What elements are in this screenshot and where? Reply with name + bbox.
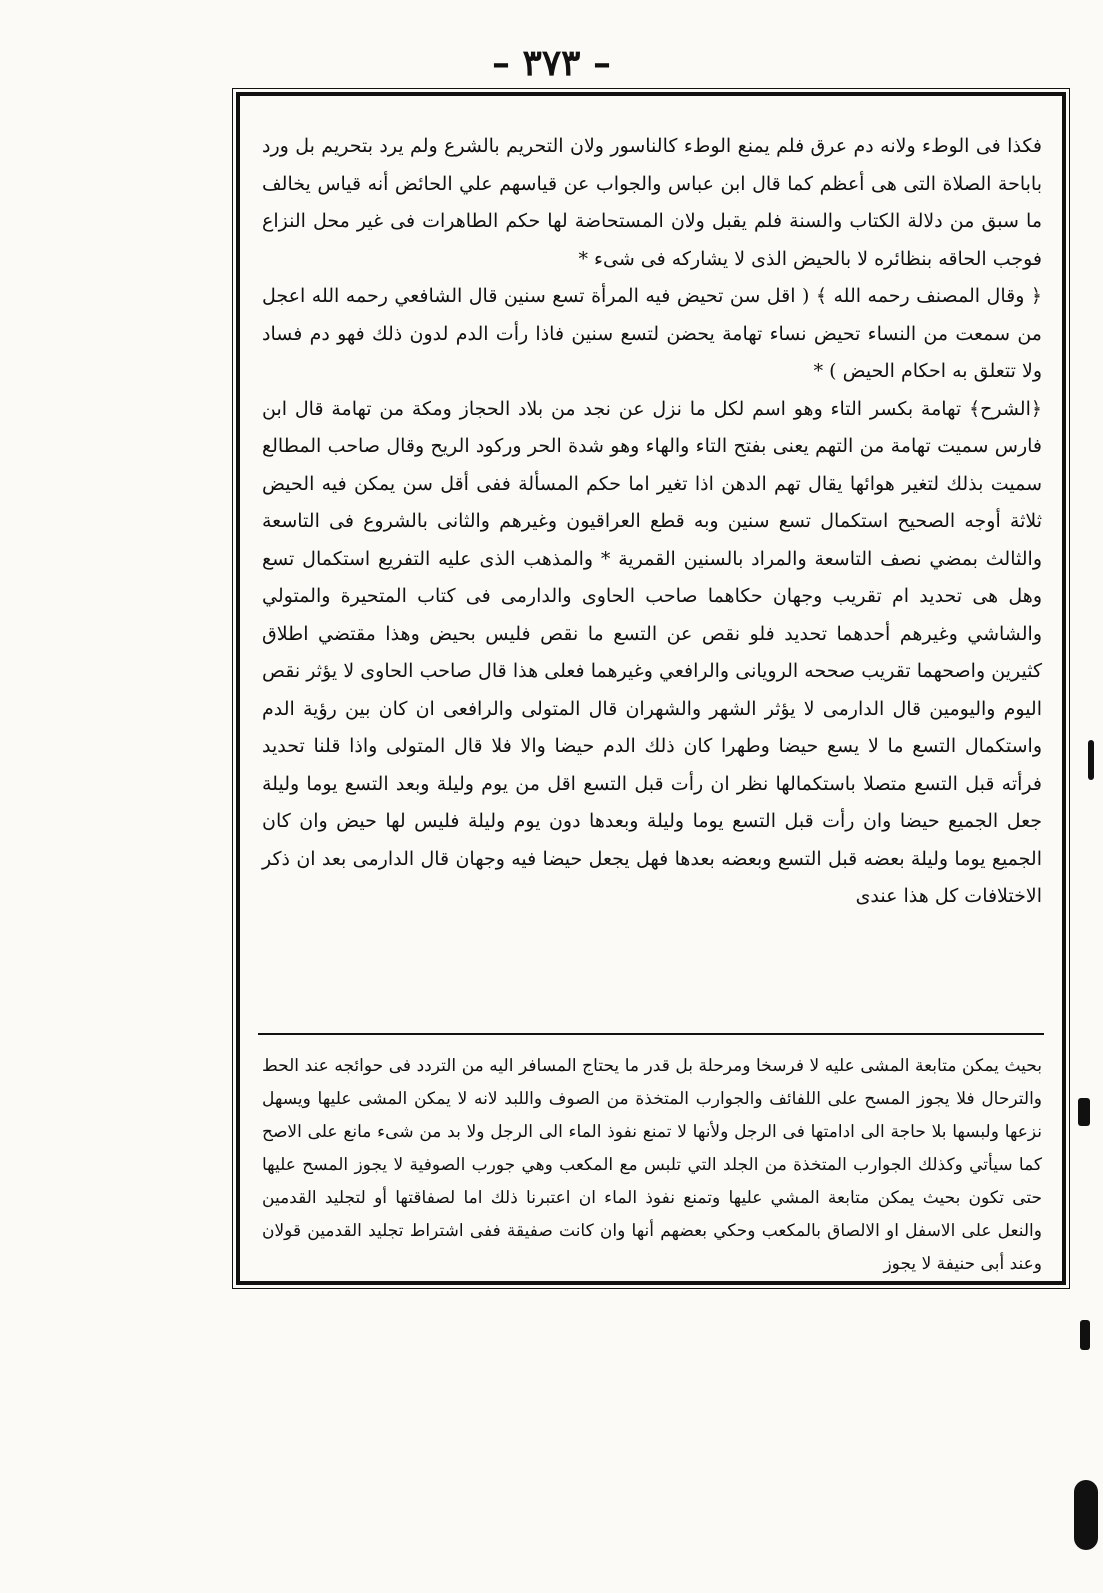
paragraph-3: ﴿الشرح﴾ تهامة بكسر التاء وهو اسم لكل ما نزل عن نجد من بلاد الحجاز ومكة من تهامة قال ابن فارس سميت تهامة من التهم يعنى بفتح التاء والهاء وهو شدة الحر وركود الريح وقال صاحب المطالع سميت بذلك لتغير هوائها يقال تهم الدهن اذا تغير اما حكم المسألة ففى أقل سن يمكن فيه الحيض ثلاثة أوجه الصحيح استكمال تسع سنين وبه قطع العراقيون وغيرهم والثانى بالشروع فى التاسعة والثالث بمضي نصف التاسعة والمراد بالسنين القمرية * والمذهب الذى عليه التفريع استكمال تسع وهل هى تحديد ام تقريب وجهان حكاهما صاحب الحاوى والدارمى فى كتاب المتحيرة والمتولي والشاشي وغيرهم أحدهما تحديد فلو نقص عن التسع ما نقص فليس بحيض وهذا مقتضي اطلاق كثيرين واصحهما تقريب صححه الرويانى والرافعي وغيرهما فعلى هذا قال صاحب الحاوى لا يؤثر نقص اليوم واليومين قال الدارمى لا يؤثر الشهر والشهران قال المتولى والرافعى ان كان بين رؤية الدم واستكمال التسع ما لا يسع حيضا وطهرا كان ذلك الدم حيضا والا فلا قال المتولى واذا قلنا تحديد فرأته قبل التسع متصلا باستكمالها نظر ان رأت قبل التسع اقل من يوم وليلة وبعد التسع يوما وليلة جعل الجميع حيضا وان رأت قبل التسع يوما وليلة وبعدها دون يوم وليلة فليس لها حيض وان كان الجميع يوما وليلة بعضه قبل التسع وبعضه بعدها فهل يجعل حيضا فيه وجهان قال الدارمى بعد ان ذكر الاختلافات كل هذا عندى: [262, 397, 1042, 907]
main-text: [262, 128, 1042, 916]
page-number: – ٣٧٣ –: [491, 42, 612, 84]
footnote-divider: [258, 1033, 1044, 1035]
scan-edge-mark: [1078, 1098, 1090, 1126]
footnote-text: [262, 1050, 1042, 1281]
scan-edge-mark: [1074, 1480, 1098, 1550]
scan-edge-mark: [1080, 1320, 1090, 1350]
scan-edge-mark: [1088, 740, 1094, 780]
footnote-paragraph: بحيث يمكن متابعة المشى عليه لا فرسخا ومرحلة بل قدر ما يحتاج المسافر اليه من التردد فى حوائجه عند الحط والترحال فلا يجوز المسح على اللفائف والجوارب المتخذة من الصوف واللبد لانه لا يمكن المشى عليها ويسهل نزعها ولبسها بلا حاجة الى ادامتها فى الرجل ولأنها لا تمنع نفوذ الماء الى الرجل ولا بد من شىء مانع على الاصح كما سيأتي وكذلك الجوارب المتخذة من الجلد التي تلبس مع المكعب وهي جورب الصوفية لا يجوز المسح عليها حتى تكون بحيث يمكن متابعة المشي عليها وتمنع نفوذ الماء ان اعتبرنا ذلك اما لصفاقتها أو لتجليد القدمين والنعل على الاسفل او الالصاق بالمكعب وحكي بعضهم أنها وان كانت صفيقة ففى اشتراط تجليد القدمين قولان وعند أبى حنيفة لا يجوز: [262, 1056, 1042, 1274]
paragraph-1: فكذا فى الوطء ولانه دم عرق فلم يمنع الوطء كالناسور ولان التحريم بالشرع ولم يرد بتحريم بل ورد باباحة الصلاة التى هى أعظم كما قال ابن عباس والجواب عن قياسهم علي الحائض أنه قياس يخالف ما سبق من دلالة الكتاب والسنة فلم يقبل ولان المستحاضة لها حكم الطاهرات فى غير محل النزاع فوجب الحاقه بنظائره لا بالحيض الذى لا يشاركه فى شىء *: [262, 135, 1042, 270]
paragraph-2: ﴿ وقال المصنف رحمه الله ﴾ ( اقل سن تحيض فيه المرأة تسع سنين قال الشافعي رحمه الله اعجل من سمعت من النساء تحيض نساء تهامة يحضن لتسع سنين فاذا رأت الدم لدون ذلك فهو دم فساد ولا تتعلق به احكام الحيض ) *: [262, 285, 1042, 382]
